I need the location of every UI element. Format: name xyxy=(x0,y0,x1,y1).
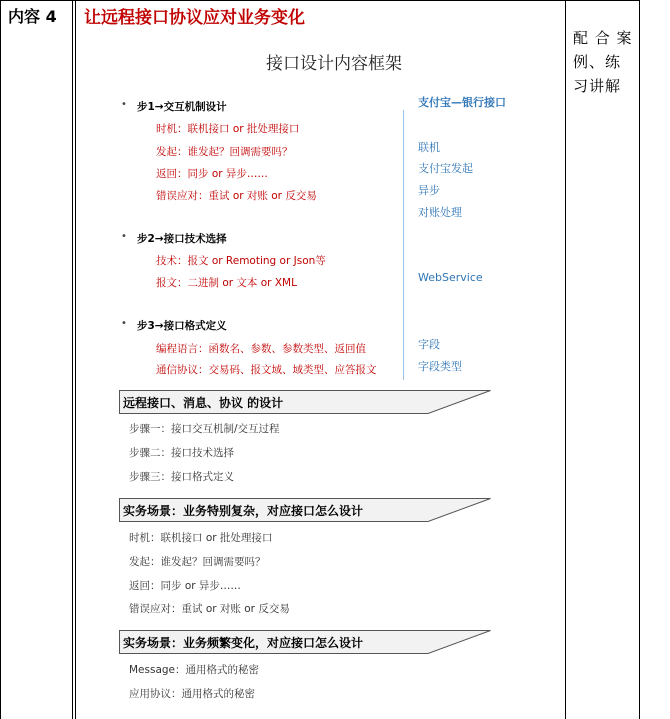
section-banner-title: 远程接口、消息、协议 的设计 xyxy=(123,396,284,410)
section-item: 时机：联机接口 or 批处理接口 xyxy=(129,532,273,544)
section-banner xyxy=(119,630,491,654)
step-item: 报文：二进制 or 文本 or XML xyxy=(156,277,297,289)
bullet-icon: • xyxy=(121,99,127,110)
section-item: 发起：谁发起？回调需要吗？ xyxy=(129,556,266,568)
row-label: 内容 4 xyxy=(8,7,57,26)
table-divider-3 xyxy=(565,0,566,719)
bullet-icon: • xyxy=(121,318,127,329)
section-item: 应用协议：通用格式的秘密 xyxy=(129,688,255,700)
table-divider-2 xyxy=(75,0,76,719)
section-item: Message：通用格式的秘密 xyxy=(129,664,260,676)
section-item: 返回：同步 or 异步…… xyxy=(129,580,241,592)
section-item: 步骤二：接口技术选择 xyxy=(129,447,234,459)
example-item: 异步 xyxy=(418,184,440,197)
step-item: 通信协议：交易码、报文域、域类型、应答报文 xyxy=(156,364,377,376)
step-item: 错误应对：重试 or 对账 or 反交易 xyxy=(156,190,317,202)
section-banner xyxy=(119,498,491,522)
example-heading: 支付宝—银行接口 xyxy=(418,96,506,109)
step-item: 发起：谁发起？回调需要吗？ xyxy=(156,146,293,158)
step-heading: 步2→接口技术选择 xyxy=(137,233,227,245)
step-heading: 步1→交互机制设计 xyxy=(137,101,227,113)
section-banner-title: 实务场景：业务频繁变化，对应接口怎么设计 xyxy=(123,636,364,650)
example-item: WebService xyxy=(418,271,483,284)
bullet-icon: • xyxy=(121,231,127,242)
example-item: 联机 xyxy=(418,141,440,154)
step-item: 编程语言：函数名、参数、参数类型、返回值 xyxy=(156,343,366,355)
section-banner xyxy=(119,390,491,414)
step-item: 时机：联机接口 or 批处理接口 xyxy=(156,123,300,135)
example-item: 字段 xyxy=(418,338,440,351)
step-item: 返回：同步 or 异步…… xyxy=(156,168,268,180)
example-item: 字段类型 xyxy=(418,360,462,373)
example-divider xyxy=(403,110,404,380)
step-item: 技术：报文 or Remoting or Json等 xyxy=(156,255,326,267)
section-item: 步骤三：接口格式定义 xyxy=(129,471,234,483)
example-item: 支付宝发起 xyxy=(418,162,473,175)
table-border-left xyxy=(0,0,1,719)
slide-title: 接口设计内容框架 xyxy=(266,54,402,74)
section-item: 错误应对：重试 or 对账 or 反交易 xyxy=(129,603,290,615)
table-border-top xyxy=(0,0,640,1)
section-item: 步骤一：接口交互机制/交互过程 xyxy=(129,423,280,435)
row-note: 配 合 案 例、练习讲解 xyxy=(573,29,633,95)
step-heading: 步3→接口格式定义 xyxy=(137,320,227,332)
table-divider-1 xyxy=(72,0,73,719)
example-item: 对账处理 xyxy=(418,206,462,219)
table-border-right xyxy=(639,0,640,719)
section-banner-title: 实务场景：业务特别复杂，对应接口怎么设计 xyxy=(123,504,364,518)
row-title: 让远程接口协议应对业务变化 xyxy=(84,8,305,28)
